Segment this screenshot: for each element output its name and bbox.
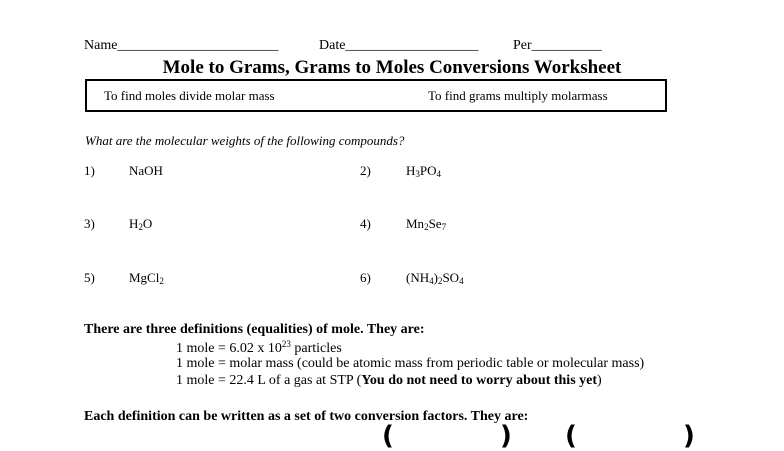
close-paren: ) [500,421,512,451]
definition-particles: 1 mole = 6.02 x $10^{23}$ particles [176,339,342,356]
item-number: 1) [84,163,95,178]
worksheet-title: Mole to Grams, Grams to Moles Conversions Worksheet [162,57,622,78]
compound-formula: NaOH [129,163,163,178]
rule-grams: To find grams multiply molarmass [428,88,608,103]
compound-formula: $Mn_2Se_7$ [406,216,447,232]
definitions-heading: There are three definitions (equalities) of mole. They are: [84,322,425,337]
compound-formula: $H_3PO_4$ [406,163,442,179]
compound-formula: MgCl$_2$ [129,270,164,286]
compound-formula: $(NH_4)_2SO_4$ [406,270,464,286]
open-paren: ( [382,421,394,451]
question-prompt: What are the molecular weights of the following compounds? [85,133,405,148]
date-field-label: Date___________________ [319,38,479,53]
compound-formula: $H_2O$ [129,216,153,232]
rule-moles: To find moles divide molar mass [104,88,275,103]
item-number: 4) [360,216,371,231]
conversion-factors-heading: Each definition can be written as a set of two conversion factors. They are: [84,409,529,424]
item-number: 6) [360,270,371,285]
item-number: 2) [360,163,371,178]
definition-gas-volume: 1 mole = 22.4 L of a gas at STP (You do not need to worry about this yet) [176,373,602,388]
name-field-label: Name_______________________ [84,38,279,53]
open-paren: ( [565,421,577,451]
period-field-label: Per__________ [513,38,602,53]
item-number: 5) [84,270,95,285]
item-number: 3) [84,216,95,231]
definition-molar-mass: 1 mole = molar mass (could be atomic mass from periodic table or molecular mass) [176,356,645,371]
close-paren: ) [683,421,695,451]
